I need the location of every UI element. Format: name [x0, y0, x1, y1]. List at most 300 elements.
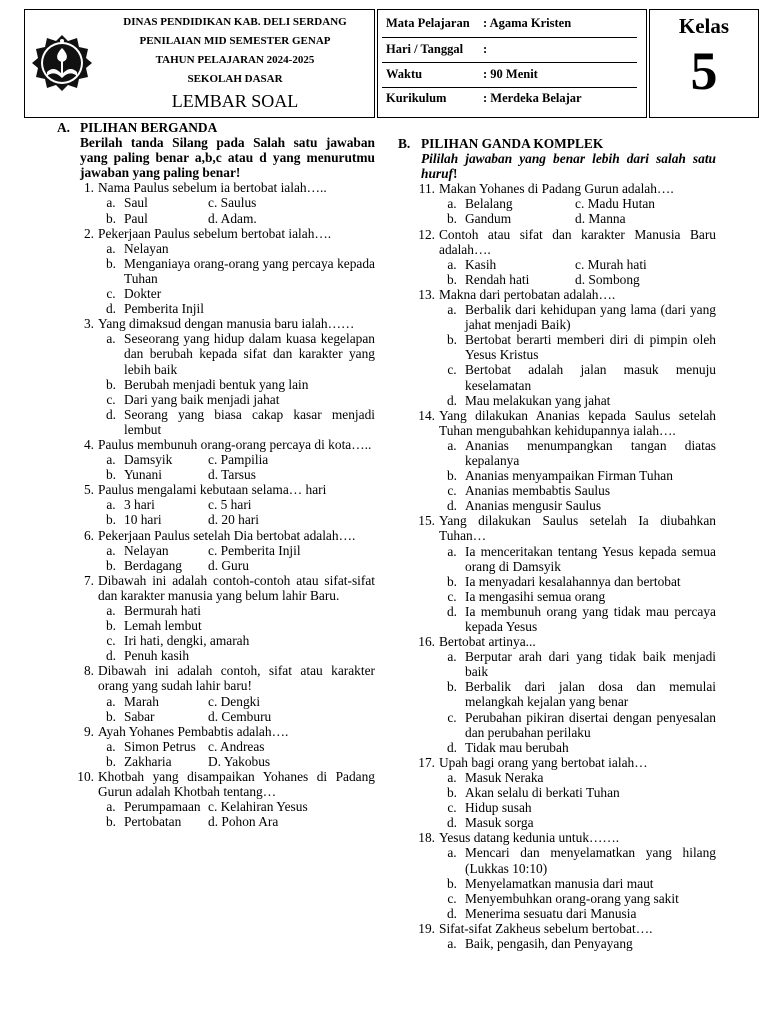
- option-letter: d.: [446, 815, 458, 831]
- section-a-column: [57, 120, 375, 829]
- option-text: Berbalik dari kehidupan yang lama (dari yang jahat menjadi Baik): [465, 302, 716, 333]
- divider: [382, 62, 637, 63]
- option-letter: b.: [446, 271, 458, 287]
- option-letter: a.: [106, 603, 116, 618]
- option-text: d. Guru: [208, 557, 249, 573]
- question-item: [398, 227, 716, 257]
- answer-option: [98, 709, 208, 724]
- question-text: Yang dilakukan Saulus setelah Ia diubahkan Tuhan…: [439, 513, 716, 544]
- header-school-box: [24, 9, 375, 118]
- answer-option: [98, 512, 208, 527]
- class-number: 5: [690, 41, 718, 101]
- answer-option-row: [98, 497, 375, 512]
- option-letter: d.: [105, 648, 117, 664]
- section-b-column: [398, 136, 716, 951]
- option-text: c. Pemberita Injil: [208, 542, 301, 558]
- option-text: Yunani: [124, 467, 162, 483]
- answer-option: [439, 438, 716, 468]
- option-letter: b.: [105, 557, 117, 573]
- answer-option: [98, 694, 208, 709]
- answer-option-row: [98, 814, 375, 829]
- option-text: Masuk sorga: [465, 815, 534, 831]
- answer-option-row: [98, 739, 375, 754]
- option-text: Masuk Neraka: [465, 769, 544, 785]
- answer-options: [98, 331, 375, 437]
- answer-option: [439, 604, 716, 634]
- option-text: Ia mengasihi semua orang: [465, 588, 606, 604]
- option-text: Damsyik: [124, 452, 173, 468]
- question-text: Paulus mengalami kebutaan selama… hari: [98, 482, 327, 498]
- option-letter: b.: [446, 679, 458, 695]
- question-text: Yang dimaksud dengan manusia baru ialah……: [98, 316, 355, 332]
- answer-option: [439, 544, 716, 574]
- answer-option: [439, 649, 716, 679]
- option-text: Pertobatan: [124, 814, 182, 830]
- option-text: d. Adam.: [208, 210, 257, 226]
- option-text: Penuh kasih: [124, 648, 190, 664]
- answer-option-row: [98, 543, 375, 558]
- agency-name: DINAS PENDIDIKAN KAB. DELI SERDANG: [123, 16, 347, 28]
- question-item: [57, 528, 375, 543]
- option-text: c. Andreas: [208, 738, 265, 754]
- answer-options: [439, 544, 716, 635]
- section-a-questions: [57, 180, 375, 829]
- answer-option-row: [98, 694, 375, 709]
- header-info-box: Mata Pelajaran : Agama Kristen Hari / Tanggal : Waktu : 90 Menit Kurikulum : Merdeka Belajar: [377, 9, 647, 118]
- answer-option: [208, 799, 375, 814]
- option-letter: c.: [447, 483, 457, 499]
- question-item: [57, 437, 375, 452]
- question-number: 5.: [83, 482, 94, 498]
- option-text: 3 hari: [124, 497, 155, 513]
- option-letter: a.: [106, 195, 116, 211]
- option-text: Baik, pengasih, dan Penyayang: [465, 935, 633, 951]
- question-item: [398, 287, 716, 302]
- answer-option: [439, 770, 716, 785]
- answer-options: [439, 845, 716, 920]
- question-number: 9.: [83, 723, 94, 739]
- option-letter: c.: [447, 362, 457, 378]
- answer-options: [98, 241, 375, 316]
- option-text: Ananias membabtis Saulus: [465, 483, 611, 499]
- option-text: Marah: [124, 693, 159, 709]
- option-letter: d.: [105, 406, 117, 422]
- answer-option: [439, 891, 716, 906]
- question-number: 14.: [418, 407, 435, 423]
- question-text: Pekerjaan Paulus sebelum bertobat ialah….: [98, 225, 332, 241]
- question-number: 1.: [83, 180, 94, 196]
- answer-option: [208, 467, 375, 482]
- question-text: Sifat-sifat Zakheus sebelum bertobat….: [439, 920, 653, 936]
- option-letter: c.: [106, 286, 116, 302]
- option-letter: b.: [105, 512, 117, 528]
- option-text: Nelayan: [124, 542, 169, 558]
- option-letter: a.: [447, 649, 457, 665]
- answer-option-row: [98, 799, 375, 814]
- answer-option: [98, 558, 208, 573]
- question-number: 17.: [418, 754, 435, 770]
- answer-option: [98, 286, 375, 301]
- class-label: Kelas: [678, 14, 730, 38]
- answer-option-row: [439, 211, 716, 226]
- question-item: [57, 769, 375, 799]
- answer-option-row: [98, 452, 375, 467]
- section-b-questions: [398, 181, 716, 951]
- question-item: [398, 634, 716, 649]
- question-text: Dibawah ini adalah contoh-contoh atau sifat-sifat dan karakter manusia yang belum lahir Baru.: [98, 572, 375, 603]
- answer-option: [98, 648, 375, 663]
- answer-option: [439, 483, 716, 498]
- option-letter: d.: [105, 301, 117, 317]
- option-letter: b.: [105, 753, 117, 769]
- option-text: Hidup susah: [465, 800, 532, 816]
- option-letter: a.: [106, 331, 116, 347]
- option-letter: a.: [447, 769, 457, 785]
- option-text: Ananias menumpangkan tangan diatas kepalanya: [465, 437, 716, 468]
- option-letter: a.: [106, 799, 116, 815]
- divider: [382, 37, 637, 38]
- answer-option: [98, 799, 208, 814]
- option-letter: b.: [446, 573, 458, 589]
- option-letter: b.: [105, 210, 117, 226]
- answer-option: [98, 633, 375, 648]
- question-text: Dibawah ini adalah contoh, sifat atau karakter orang yang sudah lahir baru!: [98, 663, 375, 694]
- option-text: Seorang yang biasa cakap kasar menjadi lembut: [124, 406, 375, 437]
- option-letter: a.: [447, 845, 457, 861]
- answer-option: [98, 452, 208, 467]
- answer-options: [98, 603, 375, 663]
- option-text: c. Saulus: [208, 195, 257, 211]
- question-text: Makna dari pertobatan adalah….: [439, 286, 616, 302]
- answer-option: [98, 211, 208, 226]
- answer-option: [208, 211, 375, 226]
- answer-option: [575, 211, 716, 226]
- option-letter: a.: [106, 542, 116, 558]
- question-item: [57, 316, 375, 331]
- answer-options: [439, 770, 716, 830]
- option-letter: d.: [446, 603, 458, 619]
- section-a-heading: A. PILIHAN BERGANDA: [57, 120, 218, 135]
- question-item: [398, 513, 716, 543]
- answer-option: [208, 558, 375, 573]
- answer-option: [98, 392, 375, 407]
- answer-option: [98, 467, 208, 482]
- option-text: Kasih: [465, 256, 497, 272]
- answer-option: [208, 543, 375, 558]
- option-letter: d.: [446, 498, 458, 514]
- question-number: 11.: [418, 181, 435, 197]
- question-text: Yang dilakukan Ananias kepada Saulus setelah Tuhan mengubahkan kehidupannya ialah….: [439, 407, 716, 438]
- option-letter: c.: [447, 890, 457, 906]
- answer-option: [98, 497, 208, 512]
- answer-option-row: [98, 558, 375, 573]
- option-text: Belalang: [465, 196, 513, 212]
- question-text: Khotbah yang disampaikan Yohanes di Padang Gurun adalah Khotbah tentang…: [98, 769, 375, 800]
- option-text: Sabar: [124, 708, 155, 724]
- option-text: d. Pohon Ara: [208, 814, 279, 830]
- answer-option: [98, 256, 375, 286]
- option-text: Berubah menjadi bentuk yang lain: [124, 376, 309, 392]
- option-letter: c.: [447, 588, 457, 604]
- answer-option: [439, 302, 716, 332]
- answer-option: [98, 543, 208, 558]
- option-text: Paul: [124, 210, 148, 226]
- option-letter: a.: [447, 543, 457, 559]
- option-letter: c.: [106, 633, 116, 649]
- option-letter: d.: [446, 392, 458, 408]
- answer-option: [98, 195, 208, 210]
- answer-option: [439, 710, 716, 740]
- answer-option: [98, 407, 375, 437]
- option-letter: c.: [106, 391, 116, 407]
- answer-option-row: [439, 196, 716, 211]
- option-text: 10 hari: [124, 512, 162, 528]
- answer-options: [439, 302, 716, 408]
- option-letter: b.: [446, 332, 458, 348]
- option-text: Simon Petrus: [124, 738, 196, 754]
- option-text: Mencari dan menyelamatkan yang hilang (Lukkas 10:10): [465, 845, 716, 876]
- question-item: [398, 755, 716, 770]
- option-text: Lemah lembut: [124, 618, 202, 634]
- option-letter: b.: [446, 785, 458, 801]
- answer-option: [575, 257, 716, 272]
- answer-option-row: [98, 467, 375, 482]
- option-letter: b.: [446, 468, 458, 484]
- question-number: 4.: [83, 436, 94, 452]
- answer-options: [439, 936, 716, 951]
- option-letter: a.: [106, 240, 116, 256]
- answer-option: [439, 468, 716, 483]
- answer-option: [439, 589, 716, 604]
- answer-option: [439, 876, 716, 891]
- question-text: Upah bagi orang yang bertobat ialah…: [439, 754, 648, 770]
- question-number: 12.: [418, 226, 435, 242]
- option-text: Bertobat berarti memberi diri di pimpin oleh Yesus Kristus: [465, 332, 716, 363]
- option-letter: d.: [446, 905, 458, 921]
- answer-option: [575, 196, 716, 211]
- option-letter: a.: [447, 437, 457, 453]
- option-text: d. Manna: [575, 211, 626, 227]
- option-text: Ia membunuh orang yang tidak mau percaya kepada Yesus: [465, 603, 716, 634]
- option-text: Dokter: [124, 286, 162, 302]
- answer-option-row: [98, 709, 375, 724]
- section-a-instruction: Berilah tanda Silang pada Salah satu jawaban yang paling benar a,b,c atau d yang menurutmu jawaban yang paling benar!: [80, 135, 375, 181]
- question-number: 16.: [418, 634, 435, 650]
- answer-option: [439, 845, 716, 875]
- answer-option: [439, 257, 575, 272]
- answer-option: [98, 377, 375, 392]
- answer-option: [439, 272, 575, 287]
- option-text: d. Tarsus: [208, 467, 256, 483]
- question-item: [57, 180, 375, 195]
- option-text: Ananias mengusir Saulus: [465, 498, 602, 514]
- option-text: d. Cemburu: [208, 708, 272, 724]
- option-letter: b.: [105, 376, 117, 392]
- option-text: Seseorang yang hidup dalam kuasa kegelapan dan berubah kepada sifat dan karakter yang lebih baik: [124, 331, 375, 377]
- section-b-heading: B. PILIHAN GANDA KOMPLEK: [398, 136, 604, 151]
- option-letter: b.: [105, 708, 117, 724]
- option-letter: c.: [447, 800, 457, 816]
- option-text: Tidak mau berubah: [465, 739, 569, 755]
- answer-option: [439, 800, 716, 815]
- option-text: Berdagang: [124, 557, 183, 573]
- question-item: [398, 408, 716, 438]
- answer-option: [439, 785, 716, 800]
- question-item: [57, 724, 375, 739]
- option-text: Rendah hati: [465, 271, 530, 287]
- question-item: [57, 226, 375, 241]
- answer-option-row: [98, 211, 375, 226]
- option-text: Ia menceritakan tentang Yesus kepada semua orang di Damsyik: [465, 543, 716, 574]
- option-letter: c.: [447, 709, 457, 725]
- answer-option: [208, 739, 375, 754]
- option-letter: a.: [106, 452, 116, 468]
- option-text: Zakharia: [124, 753, 172, 769]
- option-text: Saul: [124, 195, 148, 211]
- answer-option: [439, 815, 716, 830]
- option-text: Ananias menyampaikan Firman Tuhan: [465, 468, 673, 484]
- answer-option: [575, 272, 716, 287]
- option-text: c. 5 hari: [208, 497, 252, 513]
- option-letter: a.: [447, 256, 457, 272]
- question-text: Yesus datang kedunia untuk…….: [439, 830, 620, 846]
- question-item: [398, 921, 716, 936]
- question-item: [57, 663, 375, 693]
- question-item: [57, 482, 375, 497]
- option-text: d. 20 hari: [208, 512, 259, 528]
- question-text: Makan Yohanes di Padang Gurun adalah….: [439, 181, 674, 197]
- answer-option: [98, 331, 375, 376]
- option-letter: a.: [447, 302, 457, 318]
- question-text: Bertobat artinya...: [439, 634, 536, 650]
- answer-option: [208, 709, 375, 724]
- answer-option: [439, 740, 716, 755]
- academic-year: TAHUN PELAJARAN 2024-2025: [155, 54, 315, 66]
- option-text: Pemberita Injil: [124, 301, 204, 317]
- answer-option: [439, 196, 575, 211]
- question-number: 3.: [83, 316, 94, 332]
- answer-options: [439, 438, 716, 513]
- option-text: Perubahan pikiran disertai dengan penyesalan dan perubahan perilaku: [465, 709, 716, 740]
- question-number: 7.: [83, 572, 94, 588]
- question-text: Ayah Yohanes Pembabtis adalah….: [98, 723, 289, 739]
- option-letter: b.: [446, 211, 458, 227]
- sheet-title: LEMBAR SOAL: [171, 91, 299, 111]
- option-text: c. Pampilia: [208, 452, 269, 468]
- option-text: Gandum: [465, 211, 512, 227]
- option-text: d. Sombong: [575, 271, 640, 287]
- answer-option: [98, 814, 208, 829]
- answer-option-row: [98, 754, 375, 769]
- option-text: Akan selalu di berkati Tuhan: [465, 785, 620, 801]
- option-text: c. Kelahiran Yesus: [208, 799, 308, 815]
- answer-option-row: [439, 272, 716, 287]
- option-text: c. Madu Hutan: [575, 196, 655, 212]
- question-number: 10.: [77, 769, 94, 785]
- option-text: Menganiaya orang-orang yang percaya kepada Tuhan: [124, 255, 375, 286]
- option-text: c. Murah hati: [575, 256, 647, 272]
- answer-option: [208, 694, 375, 709]
- question-number: 13.: [418, 286, 435, 302]
- option-letter: b.: [446, 875, 458, 891]
- question-number: 2.: [83, 225, 94, 241]
- question-text: Paulus membunuh orang-orang percaya di kota…..: [98, 436, 372, 452]
- option-text: Bermurah hati: [124, 603, 201, 618]
- answer-options: [439, 649, 716, 755]
- answer-option: [98, 754, 208, 769]
- header-class-box: [649, 9, 759, 118]
- option-text: Perumpamaan: [124, 799, 201, 815]
- option-letter: b.: [105, 814, 117, 830]
- question-number: 19.: [418, 920, 435, 936]
- option-letter: a.: [447, 196, 457, 212]
- answer-option: [439, 332, 716, 362]
- question-text: Nama Paulus sebelum ia bertobat ialah…..: [98, 180, 327, 196]
- answer-option: [208, 754, 375, 769]
- question-item: [57, 573, 375, 603]
- option-letter: b.: [105, 467, 117, 483]
- option-text: Bertobat adalah jalan masuk menuju keselamatan: [465, 362, 716, 393]
- option-letter: d.: [446, 739, 458, 755]
- answer-option: [208, 497, 375, 512]
- option-text: c. Dengki: [208, 693, 261, 709]
- answer-option: [439, 211, 575, 226]
- answer-option: [208, 512, 375, 527]
- answer-option-row: [98, 195, 375, 210]
- answer-option: [98, 241, 375, 256]
- option-text: Menerima sesuatu dari Manusia: [465, 905, 637, 921]
- option-text: Menyembuhkan orang-orang yang sakit: [465, 890, 679, 906]
- option-text: Berputar arah dari yang tidak baik menjadi baik: [465, 649, 716, 680]
- question-item: [398, 830, 716, 845]
- answer-option-row: [439, 257, 716, 272]
- answer-option: [98, 618, 375, 633]
- question-number: 15.: [418, 513, 435, 529]
- option-text: Berbalik dari jalan dosa dan memulai melangkah kejalan yang benar: [465, 679, 716, 710]
- section-b-instruction: Pililah jawaban yang benar lebih dari salah satu huruf!: [421, 151, 716, 182]
- option-text: Dari yang baik menjadi jahat: [124, 391, 280, 407]
- answer-option: [439, 362, 716, 392]
- option-letter: b.: [105, 255, 117, 271]
- answer-option: [98, 739, 208, 754]
- question-number: 18.: [418, 830, 435, 846]
- question-text: Pekerjaan Paulus setelah Dia bertobat adalah….: [98, 527, 356, 543]
- option-text: Menyelamatkan manusia dari maut: [465, 875, 654, 891]
- question-item: [398, 181, 716, 196]
- school-level: SEKOLAH DASAR: [187, 73, 283, 85]
- option-text: Nelayan: [124, 240, 169, 256]
- answer-option: [439, 906, 716, 921]
- option-letter: a.: [106, 497, 116, 513]
- option-letter: a.: [447, 935, 457, 951]
- option-text: Mau melakukan yang jahat: [465, 392, 611, 408]
- answer-option: [439, 393, 716, 408]
- answer-option: [98, 301, 375, 316]
- question-text: Contoh atau sifat dan karakter Manusia Baru adalah….: [439, 226, 716, 257]
- option-letter: a.: [106, 738, 116, 754]
- answer-option-row: [98, 512, 375, 527]
- tut-wuri-handayani-logo: [31, 32, 93, 94]
- option-letter: a.: [106, 693, 116, 709]
- exam-name: PENILAIAN MID SEMESTER GENAP: [139, 35, 331, 47]
- answer-option: [439, 498, 716, 513]
- answer-option: [439, 936, 716, 951]
- answer-option: [208, 195, 375, 210]
- divider: [382, 87, 637, 88]
- answer-option: [439, 574, 716, 589]
- option-text: D. Yakobus: [208, 753, 271, 769]
- option-text: Ia menyadari kesalahannya dan bertobat: [465, 573, 681, 589]
